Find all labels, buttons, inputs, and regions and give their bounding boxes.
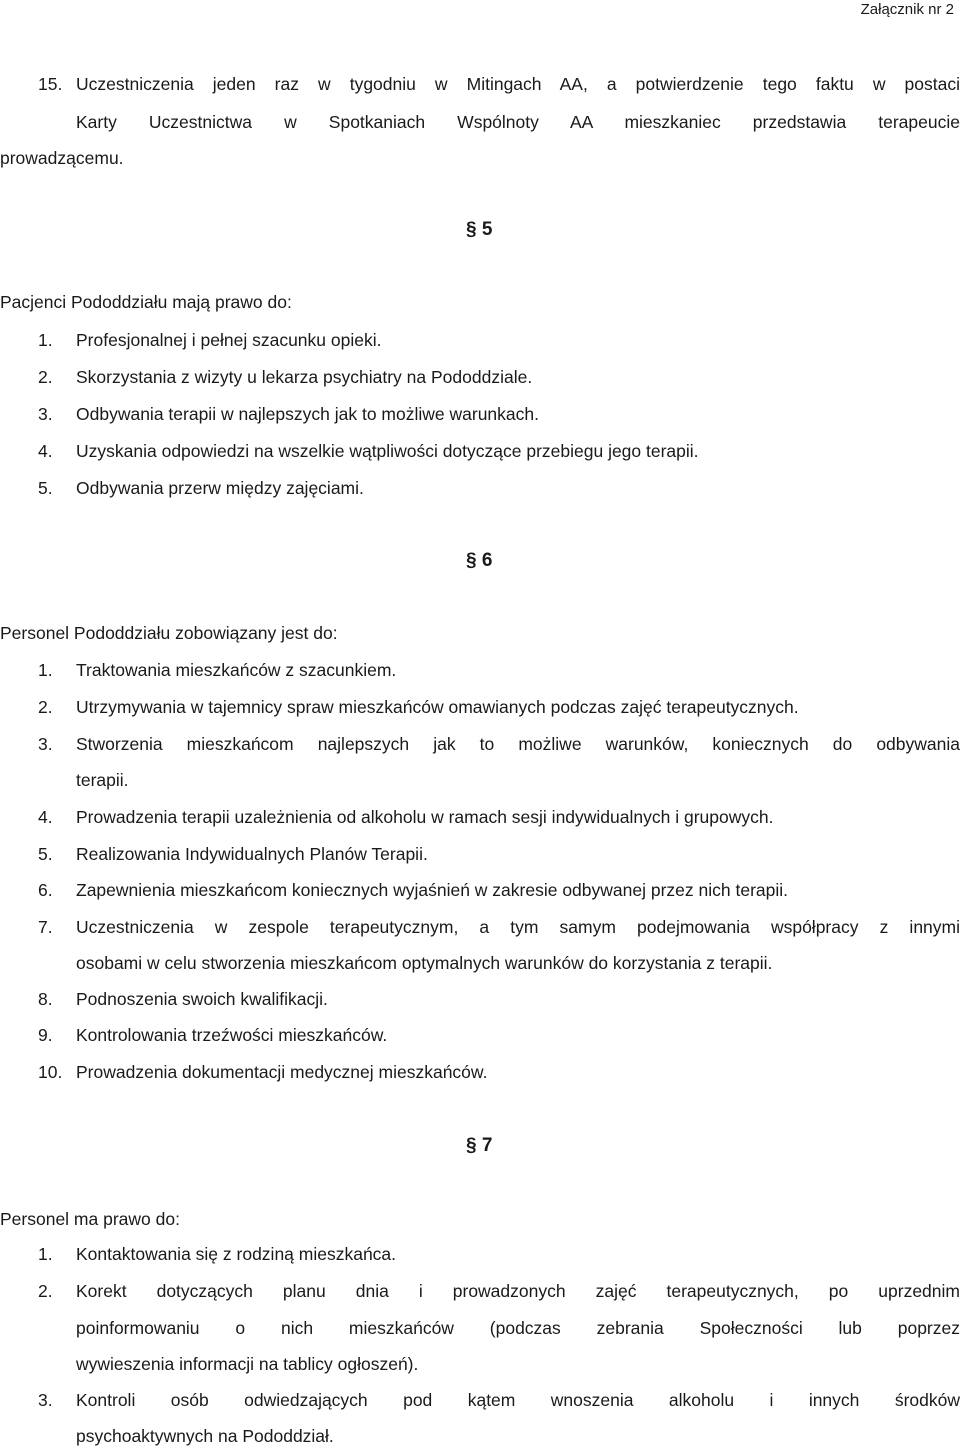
item-number: 6. xyxy=(38,880,53,900)
item-number: 1. xyxy=(38,1244,53,1264)
item-number: 7. xyxy=(38,917,53,937)
item-number: 3. xyxy=(38,404,53,424)
item-number: 5. xyxy=(38,844,53,864)
item-text: Skorzystania z wizyty u lekarza psychiatry na Pododdziale. xyxy=(76,367,533,387)
item-text: Kontroli osób odwiedzających pod kątem wnoszenia alkoholu i innych środków xyxy=(76,1390,960,1410)
item-text: Stworzenia mieszkańcom najlepszych jak to możliwe warunków, koniecznych do odbywania xyxy=(76,734,960,754)
item-text: Profesjonalnej i pełnej szacunku opieki. xyxy=(76,330,382,350)
item-text-continued: terapii. xyxy=(76,770,129,790)
item-text: Uczestniczenia w zespole terapeutycznym, a tym samym podejmowania współpracy z innymi xyxy=(76,917,960,937)
item-text: Korekt dotyczących planu dnia i prowadzonych zajęć terapeutycznych, po uprzednim xyxy=(76,1281,960,1301)
item-number: 1. xyxy=(38,660,53,680)
section-heading: § 5 xyxy=(466,219,493,240)
item-text: Odbywania przerw między zajęciami. xyxy=(76,478,364,498)
section-heading: § 6 xyxy=(466,550,493,571)
section-intro: Personel ma prawo do: xyxy=(0,1209,180,1229)
section-intro: Personel Pododdziału zobowiązany jest do: xyxy=(0,623,338,643)
item-number: 4. xyxy=(38,807,53,827)
item-number: 2. xyxy=(38,367,53,387)
item-text: Prowadzenia terapii uzależnienia od alkoholu w ramach sesji indywidualnych i grupowych. xyxy=(76,807,774,827)
item-text: Traktowania mieszkańców z szacunkiem. xyxy=(76,660,397,680)
item-text-continued: wywieszenia informacji na tablicy ogłoszeń). xyxy=(76,1354,419,1374)
item-text-continued: poinformowaniu o nich mieszkańców (podczas zebrania Społeczności lub poprzez xyxy=(76,1318,960,1338)
item-text: Utrzymywania w tajemnicy spraw mieszkańców omawianych podczas zajęć terapeutycznych. xyxy=(76,697,799,717)
item-number: 9. xyxy=(38,1025,53,1045)
item-number: 4. xyxy=(38,441,53,461)
item-number: 3. xyxy=(38,734,53,754)
section-heading: § 7 xyxy=(466,1135,493,1156)
item-number: 5. xyxy=(38,478,53,498)
item-text-continued: Karty Uczestnictwa w Spotkaniach Wspólnoty AA mieszkaniec przedstawia terapeucie xyxy=(76,112,960,132)
attachment-label: Załącznik nr 2 xyxy=(860,1,954,18)
item-number: 1. xyxy=(38,330,53,350)
item-text-continued: psychoaktywnych na Pododdział. xyxy=(76,1426,334,1446)
item-text: Podnoszenia swoich kwalifikacji. xyxy=(76,989,328,1009)
item-text: Kontaktowania się z rodziną mieszkańca. xyxy=(76,1244,397,1264)
item-number: 2. xyxy=(38,1281,53,1301)
item-text: Kontrolowania trzeźwości mieszkańców. xyxy=(76,1025,388,1045)
item-text: Prowadzenia dokumentacji medycznej mieszkańców. xyxy=(76,1062,488,1082)
item-text-continued: prowadzącemu. xyxy=(0,148,124,168)
item-text-continued: osobami w celu stworzenia mieszkańcom optymalnych warunków do korzystania z terapii. xyxy=(76,953,773,973)
item-number: 15. xyxy=(38,74,63,94)
item-number: 3. xyxy=(38,1390,53,1410)
item-number: 2. xyxy=(38,697,53,717)
section-intro: Pacjenci Pododdziału mają prawo do: xyxy=(0,292,292,312)
item-text: Realizowania Indywidualnych Planów Terapii. xyxy=(76,844,428,864)
item-number: 10. xyxy=(38,1062,63,1082)
item-text: Zapewnienia mieszkańcom koniecznych wyjaśnień w zakresie odbywanej przez nich terapii. xyxy=(76,880,789,900)
item-text: Odbywania terapii w najlepszych jak to możliwe warunkach. xyxy=(76,404,539,424)
item-text: Uzyskania odpowiedzi na wszelkie wątpliwości dotyczące przebiegu jego terapii. xyxy=(76,441,699,461)
item-text: Uczestniczenia jeden raz w tygodniu w Mitingach AA, a potwierdzenie tego faktu w postaci xyxy=(76,74,960,94)
item-number: 8. xyxy=(38,989,53,1009)
